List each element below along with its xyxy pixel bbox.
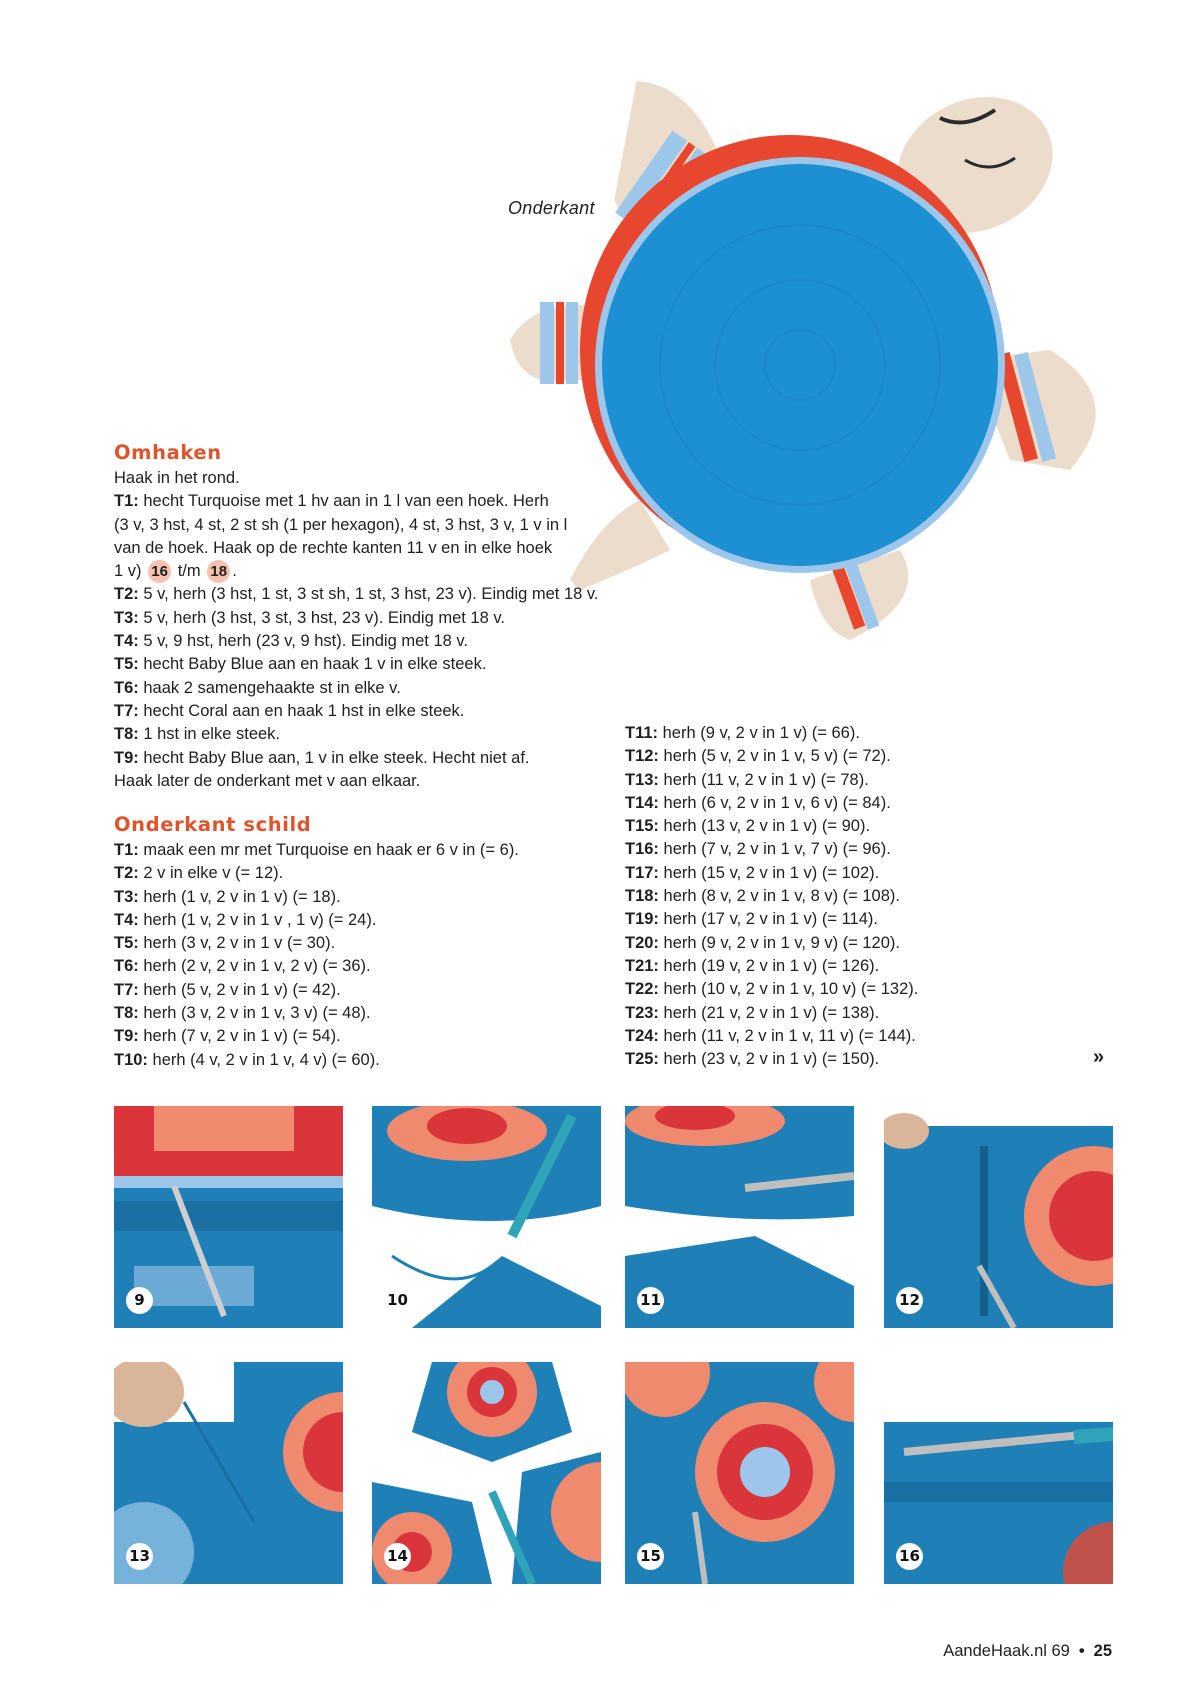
- row-text: herh (23 v, 2 v in 1 v) (= 150).: [663, 1050, 880, 1069]
- row-label: T3:: [114, 887, 139, 906]
- instruction-row: [114, 607, 604, 630]
- instruction-row-continued: (3 v, 3 hst, 4 st, 2 st sh (1 per hexagon), 4 st, 3 hst, 3 v, 1 v in l: [114, 515, 568, 534]
- row-text: herh (5 v, 2 v in 1 v) (= 42).: [143, 980, 341, 999]
- row-label: T24:: [625, 1026, 659, 1045]
- row-text: hecht Baby Blue aan en haak 1 v in elke steek.: [143, 655, 487, 674]
- photo-reference-badge: 18: [207, 560, 230, 583]
- row-text: herh (13 v, 2 v in 1 v) (= 90).: [663, 817, 871, 836]
- row-label: T4:: [114, 910, 139, 929]
- row-text: herh (11 v, 2 v in 1 v) (= 78).: [663, 770, 869, 789]
- row-label: T10:: [114, 1050, 148, 1069]
- instruction-row: [625, 1025, 1045, 1048]
- step-number-badge: 15: [637, 1543, 664, 1570]
- instruction-row-continued: van de hoek. Haak op de rechte kanten 11 v en in elke hoek: [114, 538, 553, 557]
- instruction-row: [114, 490, 604, 513]
- continue-arrow-icon: »: [1093, 1046, 1105, 1068]
- instruction-row: [625, 932, 1045, 955]
- row-text: 5 v, herh (3 hst, 3 st, 3 hst, 23 v). Eindig met 18 v.: [143, 608, 505, 627]
- row-label: T13:: [625, 770, 659, 789]
- row-label: T1:: [114, 841, 139, 859]
- instruction-row: [114, 700, 604, 723]
- row-text: 1 hst in elke steek.: [143, 725, 281, 744]
- row-label: T8:: [114, 725, 139, 744]
- row-text: herh (3 v, 2 v in 1 v (= 30).: [143, 934, 336, 953]
- outro-text: Haak later de onderkant met v aan elkaar.: [114, 771, 421, 790]
- row-text: herh (6 v, 2 v in 1 v, 6 v) (= 84).: [663, 793, 891, 812]
- step-number-badge: 14: [384, 1543, 411, 1570]
- instruction-row: [114, 955, 604, 978]
- row-label: T8:: [114, 1004, 139, 1023]
- step-photo-9: [114, 1106, 343, 1328]
- instruction-row: [625, 978, 1045, 1001]
- row-label: T18:: [625, 887, 659, 906]
- photo-caption: Onderkant: [508, 198, 595, 218]
- row-text: 2 v in elke v (= 12).: [143, 864, 284, 883]
- instruction-row: [114, 886, 604, 909]
- row-text: herh (4 v, 2 v in 1 v, 4 v) (= 60).: [152, 1050, 380, 1069]
- row-text: herh (5 v, 2 v in 1 v, 5 v) (= 72).: [663, 747, 891, 766]
- instruction-row: [625, 1002, 1045, 1025]
- instruction-row: [625, 815, 1045, 838]
- instruction-row: [625, 908, 1045, 931]
- step-number-badge: 11: [637, 1287, 664, 1314]
- footer-separator: •: [1078, 1642, 1085, 1660]
- instruction-row: [625, 955, 1045, 978]
- row-text: .: [232, 562, 237, 581]
- row-text: haak 2 samengehaakte st in elke v.: [143, 678, 401, 697]
- instruction-row: [114, 723, 604, 746]
- row-label: T7:: [114, 980, 139, 999]
- onderkant-section: [114, 812, 604, 1072]
- step-photo-10: [372, 1106, 601, 1328]
- step-number-badge: 9: [126, 1287, 153, 1314]
- row-text: herh (3 v, 2 v in 1 v, 3 v) (= 48).: [143, 1004, 371, 1023]
- row-label: T25:: [625, 1050, 659, 1069]
- row-text: herh (17 v, 2 v in 1 v) (= 114).: [663, 910, 878, 929]
- step-photo-14: [372, 1362, 601, 1584]
- instruction-row: [114, 653, 604, 676]
- row-label: T12:: [625, 747, 659, 766]
- row-label: T11:: [625, 724, 659, 742]
- instruction-row: [625, 838, 1045, 861]
- row-label: T2:: [114, 585, 139, 604]
- step-photo-11: [625, 1106, 854, 1328]
- row-text: herh (9 v, 2 v in 1 v) (= 66).: [662, 724, 860, 742]
- instruction-row: [625, 722, 1045, 745]
- step-photo-15: [625, 1362, 854, 1584]
- row-label: T17:: [625, 863, 659, 882]
- row-label: T15:: [625, 817, 659, 836]
- instruction-row: [625, 792, 1045, 815]
- row-text: hecht Coral aan en haak 1 hst in elke steek.: [143, 701, 465, 720]
- instruction-row: [114, 932, 604, 955]
- row-text: herh (7 v, 2 v in 1 v, 7 v) (= 96).: [663, 840, 891, 859]
- row-label: T4:: [114, 632, 139, 651]
- step-number-badge: 10: [384, 1287, 411, 1314]
- row-text: t/m: [177, 562, 201, 581]
- instruction-row: [114, 630, 604, 653]
- page-number: 25: [1093, 1642, 1112, 1660]
- instruction-row: [114, 1049, 604, 1072]
- row-label: T7:: [114, 701, 139, 720]
- row-label: T21:: [625, 956, 659, 975]
- instruction-row: [114, 1002, 604, 1025]
- row-label: T14:: [625, 793, 659, 812]
- row-label: T20:: [625, 933, 659, 952]
- row-label: T1:: [114, 492, 139, 511]
- row-label: T9:: [114, 748, 139, 767]
- step-number-badge: 12: [896, 1287, 923, 1314]
- page-footer: [943, 1642, 1112, 1661]
- instruction-row: [114, 839, 604, 862]
- row-text: herh (10 v, 2 v in 1 v, 10 v) (= 132).: [663, 980, 919, 999]
- row-label: T19:: [625, 910, 659, 929]
- intro-text: Haak in het rond.: [114, 469, 240, 487]
- row-text: herh (2 v, 2 v in 1 v, 2 v) (= 36).: [143, 957, 371, 976]
- photo-reference-badge: 16: [148, 560, 171, 583]
- row-text: herh (9 v, 2 v in 1 v, 9 v) (= 120).: [663, 933, 900, 952]
- instruction-row: [625, 745, 1045, 768]
- row-text: herh (1 v, 2 v in 1 v) (= 18).: [143, 887, 341, 906]
- magazine-name: AandeHaak.nl 69: [943, 1642, 1070, 1660]
- row-text: hecht Turquoise met 1 hv aan in 1 l van een hoek. Herh: [143, 492, 549, 511]
- row-text: herh (15 v, 2 v in 1 v) (= 102).: [663, 863, 880, 882]
- omhaken-section: [114, 440, 604, 793]
- row-label: T16:: [625, 840, 659, 859]
- instruction-row: [625, 769, 1045, 792]
- instruction-row: [114, 1025, 604, 1048]
- instruction-row: [625, 1048, 1045, 1071]
- row-text: herh (21 v, 2 v in 1 v) (= 138).: [663, 1003, 880, 1022]
- instruction-row: [625, 862, 1045, 885]
- step-photo-16: [884, 1362, 1113, 1584]
- row-text: herh (11 v, 2 v in 1 v, 11 v) (= 144).: [663, 1026, 916, 1045]
- instruction-row: [114, 909, 604, 932]
- instruction-row-continued: [114, 560, 604, 583]
- instruction-row: [114, 979, 604, 1002]
- row-label: T2:: [114, 864, 139, 883]
- row-label: T6:: [114, 678, 139, 697]
- row-text: 5 v, herh (3 hst, 1 st, 3 st sh, 1 st, 3 hst, 23 v). Eindig met 18 v.: [143, 585, 599, 604]
- row-label: T23:: [625, 1003, 659, 1022]
- instruction-row: [625, 885, 1045, 908]
- row-text: herh (1 v, 2 v in 1 v , 1 v) (= 24).: [143, 910, 377, 929]
- row-text: maak een mr met Turquoise en haak er 6 v in (= 6).: [143, 841, 519, 859]
- row-label: T5:: [114, 655, 139, 674]
- step-photo-13: [114, 1362, 343, 1584]
- instruction-row: [114, 862, 604, 885]
- section-heading-omhaken: Omhaken: [114, 441, 222, 464]
- row-label: T3:: [114, 608, 139, 627]
- step-number-badge: 16: [896, 1543, 923, 1570]
- row-label: T22:: [625, 980, 659, 999]
- onderkant-section-continued: [625, 722, 1045, 1071]
- step-photo-12: [884, 1106, 1113, 1328]
- row-text: herh (8 v, 2 v in 1 v, 8 v) (= 108).: [663, 887, 900, 906]
- row-text: 5 v, 9 hst, herh (23 v, 9 hst). Eindig met 18 v.: [143, 632, 468, 651]
- step-number-badge: 13: [126, 1543, 153, 1570]
- instruction-row: [114, 747, 604, 770]
- row-text: herh (7 v, 2 v in 1 v) (= 54).: [143, 1027, 341, 1046]
- section-heading-onderkant: Onderkant schild: [114, 813, 312, 836]
- row-text: hecht Baby Blue aan, 1 v in elke steek. Hecht niet af.: [143, 748, 530, 767]
- row-label: T5:: [114, 934, 139, 953]
- row-label: T9:: [114, 1027, 139, 1046]
- row-label: T6:: [114, 957, 139, 976]
- row-text: herh (19 v, 2 v in 1 v) (= 126).: [663, 956, 880, 975]
- instruction-row: [114, 583, 604, 606]
- instruction-row: [114, 677, 604, 700]
- row-text: 1 v): [114, 562, 142, 581]
